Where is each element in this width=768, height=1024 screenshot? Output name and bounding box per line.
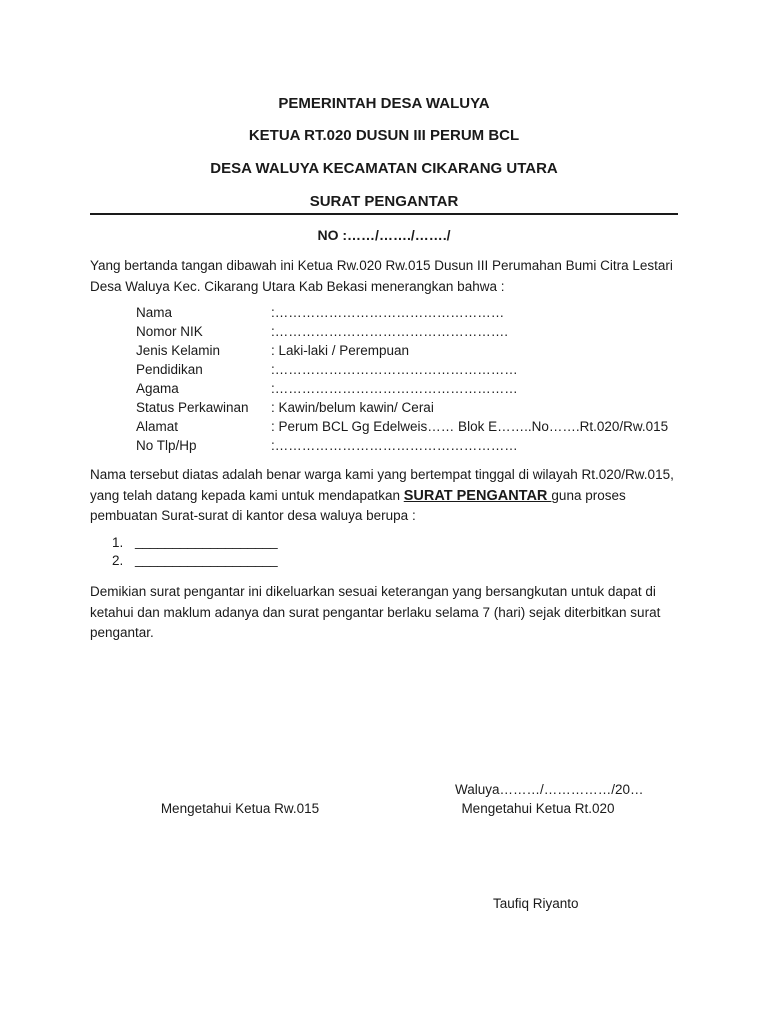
list-blank-line: ___________________ [135, 534, 278, 549]
field-value-nama: :…………………………………………… [271, 305, 505, 320]
field-label-religion: Agama [136, 381, 179, 396]
field-value-nik: :……………………………………………. [271, 324, 509, 339]
field-value-phone: :……………………………………………… [271, 438, 518, 453]
letter-number: NO :……/……./……./ [317, 227, 451, 243]
place-date: Waluya………/……………/20… [455, 782, 644, 797]
header-rt-chairman: KETUA RT.020 DUSUN III PERUM BCL [248, 127, 520, 144]
field-label-gender: Jenis Kelamin [136, 343, 221, 358]
signature-title-rw: Mengetahui Ketua Rw.015 [160, 801, 320, 816]
field-label-marital: Status Perkawinan [136, 400, 249, 415]
field-label-education: Pendidikan [136, 362, 203, 377]
header-divider [90, 213, 678, 215]
field-value-gender: : Laki-laki / Perempuan [271, 343, 410, 358]
header-village-district: DESA WALUYA KECAMATAN CIKARANG UTARA [210, 160, 558, 177]
field-value-religion: :……………………………………………… [271, 381, 518, 396]
header-government: PEMERINTAH DESA WALUYA [278, 95, 490, 112]
list-number: 2. [112, 553, 124, 568]
signature-title-rt: Mengetahui Ketua Rt.020 [461, 801, 615, 816]
field-label-nik: Nomor NIK [136, 324, 203, 339]
signatory-name: Taufiq Riyanto [493, 896, 579, 911]
document-title: SURAT PENGANTAR [309, 193, 459, 210]
field-label-nama: Nama [136, 305, 173, 320]
statement-paragraph [90, 465, 680, 527]
field-value-address: : Perum BCL Gg Edelweis…… Blok E……..No…….Rt.020/Rw.015 [271, 419, 669, 434]
list-blank-line: ___________________ [135, 552, 278, 567]
field-value-marital: : Kawin/belum kawin/ Cerai [271, 400, 434, 415]
field-label-address: Alamat [136, 419, 179, 434]
list-number: 1. [112, 535, 124, 550]
field-label-phone: No Tlp/Hp [136, 438, 197, 453]
closing-paragraph: Demikian surat pengantar ini dikeluarkan sesuai keterangan yang bersangkutan untuk dapat di ketahui dan maklum adanya dan surat pengantar berlaku selama 7 (hari) sejak diterbitkan surat pengantar. [90, 584, 661, 640]
statement-text-before: Nama tersebut diatas adalah benar warga kami yang bertempat tinggal di wilayah Rt.020/Rw.015, yang telah datang kepada kami untuk mendapatkan [90, 467, 674, 503]
statement-text-after: guna proses pembuatan Surat-surat di kantor desa waluya berupa : [90, 487, 626, 523]
field-value-education: :……………………………………………… [271, 362, 518, 377]
intro-paragraph: Yang bertanda tangan dibawah ini Ketua Rw.020 Rw.015 Dusun III Perumahan Bumi Citra Lestari Desa Waluya Kec. Cikarang Utara Kab Bekasi menerangkan bahwa : [90, 258, 673, 294]
statement-highlight: SURAT PENGANTAR [403, 487, 552, 504]
